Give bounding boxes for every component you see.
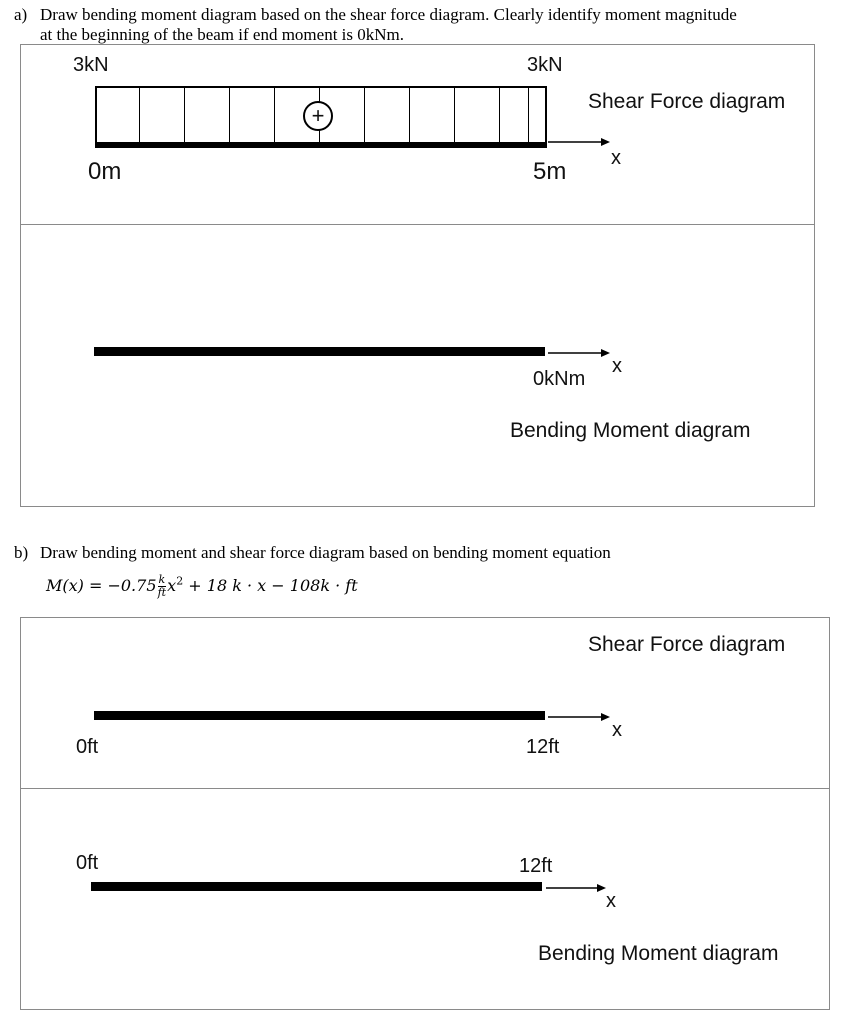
shear-grid-line bbox=[499, 88, 500, 142]
equation-variable: x bbox=[167, 576, 177, 595]
shear-grid-line bbox=[274, 88, 275, 142]
sign-text: + bbox=[311, 103, 325, 128]
sfd-b-end-label: 12ft bbox=[526, 736, 560, 758]
part-b-label: b) bbox=[14, 543, 29, 562]
part-b-question: Draw bending moment and shear force diagram based on bending moment equation bbox=[40, 543, 611, 562]
equation-rhs: + 18 k · x − 108k · ft bbox=[183, 576, 358, 595]
part-a-question-line1: Draw bending moment diagram based on the shear force diagram. Clearly identify moment magnitude bbox=[40, 5, 737, 24]
shear-grid-line bbox=[139, 88, 140, 142]
bmd-end-label: 0kNm bbox=[533, 368, 586, 390]
sfd-left-value: 3kN bbox=[73, 54, 109, 76]
bending-moment-equation bbox=[46, 574, 358, 599]
part-a-label: a) bbox=[14, 5, 28, 24]
x-axis-arrow-icon bbox=[546, 881, 606, 895]
shear-grid-line bbox=[184, 88, 185, 142]
fraction-numerator: k bbox=[158, 573, 166, 586]
shear-grid-line bbox=[454, 88, 455, 142]
x-axis-arrow-icon bbox=[548, 135, 610, 149]
equation-fraction bbox=[158, 574, 167, 599]
sfd-start-label: 0m bbox=[88, 158, 122, 185]
shear-grid-line bbox=[528, 88, 529, 142]
bmd-b-title: Bending Moment diagram bbox=[538, 942, 779, 965]
sfd-b-title: Shear Force diagram bbox=[588, 633, 786, 656]
equation-lhs: M(x) = −0.75 bbox=[46, 576, 157, 595]
sfd-b-axis-label: x bbox=[612, 719, 622, 741]
shear-grid-line bbox=[364, 88, 365, 142]
fraction-denominator: ft bbox=[157, 586, 167, 599]
bmd-b-end-label: 12ft bbox=[519, 855, 553, 877]
shear-grid-line bbox=[229, 88, 230, 142]
sfd-b-start-label: 0ft bbox=[76, 736, 99, 758]
x-axis-arrow-icon bbox=[548, 346, 610, 360]
positive-sign-icon bbox=[303, 101, 333, 131]
sfd-b-baseline bbox=[94, 711, 545, 720]
bmd-axis-label: x bbox=[612, 355, 622, 377]
bmd-title: Bending Moment diagram bbox=[510, 419, 751, 442]
part-a-question-line2: at the beginning of the beam if end moment is 0kNm. bbox=[40, 25, 405, 44]
bmd-baseline bbox=[94, 347, 545, 356]
part-a-divider bbox=[20, 224, 815, 225]
sfd-axis-label: x bbox=[611, 147, 621, 169]
sfd-right-value: 3kN bbox=[527, 54, 563, 76]
bmd-b-start-label: 0ft bbox=[76, 852, 99, 874]
sfd-end-label: 5m bbox=[533, 158, 567, 185]
part-b-divider bbox=[20, 788, 830, 789]
sfd-baseline bbox=[95, 142, 547, 148]
bmd-b-axis-label: x bbox=[606, 890, 616, 912]
x-axis-arrow-icon bbox=[548, 710, 610, 724]
sfd-title: Shear Force diagram bbox=[588, 90, 786, 113]
equation-exponent: 2 bbox=[176, 574, 184, 588]
bmd-b-baseline bbox=[91, 882, 542, 891]
shear-grid-line bbox=[409, 88, 410, 142]
